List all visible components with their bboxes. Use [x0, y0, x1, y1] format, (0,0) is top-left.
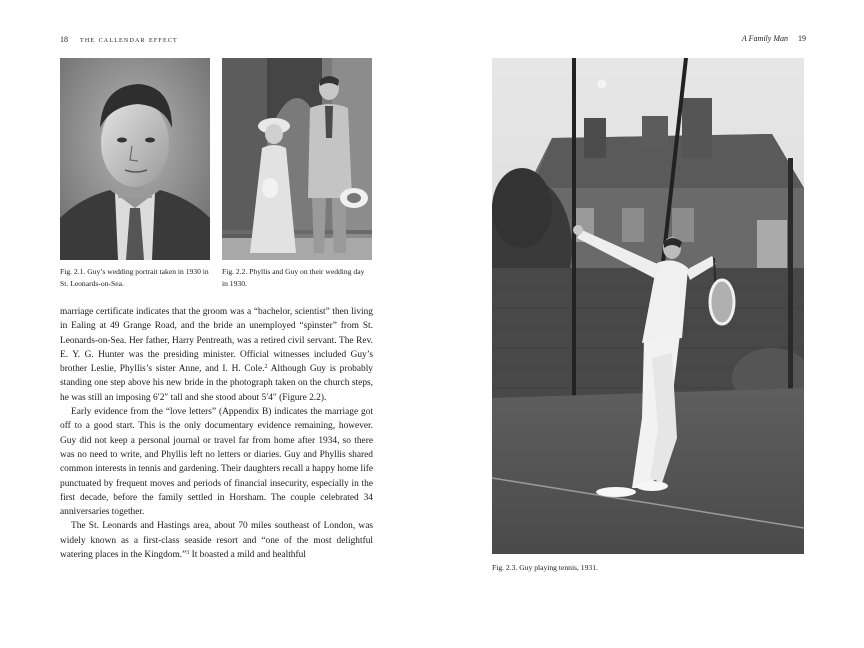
running-head-left — [60, 34, 178, 44]
paragraph: The St. Leonards and Hastings area, about 70 miles southeast of London, was widely known as a first-class seaside resort and “one of the most delightful watering places in the Kingdom.”$^3$ It boasted a mild and healthful — [60, 521, 373, 561]
body-text — [60, 305, 373, 562]
footnote-ref: 3 — [186, 550, 190, 557]
figure-caption: Fig. 2.2. Phyllis and Guy on their wedding day in 1930. — [222, 267, 365, 288]
tennis-photo — [492, 58, 804, 554]
footnote-ref: 2 — [264, 364, 268, 371]
right-page — [432, 0, 864, 648]
paragraph: Early evidence from the “love letters” (Appendix B) indicates the marriage got off to a good start. This is the only documentary evidence remaining, however. Guy did not keep a personal journal or travel far from home after 1934, so there was no need to write, and Phyllis left no letters or diaries. Guy and Phyllis shared common interests in tennis and gardening. Their daughters recall a happy home life punctuated by frequent moves and periods of financial insecurity, especially in the first decade, before the family settled in Horsham. The couple celebrated 34 anniversaries together. — [60, 407, 374, 518]
book-title: the callendar effect — [80, 34, 178, 44]
page-number: 19 — [798, 34, 806, 43]
page-number: 18 — [60, 35, 68, 44]
running-head-right — [742, 34, 806, 43]
chapter-title: A Family Man — [741, 34, 788, 43]
figure-caption: Fig. 2.1. Guy’s wedding portrait taken in 1930 in St. Leonards-on-Sea. — [60, 267, 209, 288]
wedding-photo — [222, 58, 372, 260]
portrait-photo — [60, 58, 210, 260]
figure-caption: Fig. 2.3. Guy playing tennis, 1931. — [492, 563, 598, 572]
paragraph: marriage certificate indicates that the groom was a “bachelor, scientist” then living in Ealing at 49 Grange Road, and the bride an unemployed “spinster” from St. Leonards-on-Sea. Her father, Harry Pentreath, was a retired civil servant. The Rev. E. Y. G. Hunter was the presiding minister. Official witnesses included Guy’s brother Leslie, Phyllis’s sister Anne, and I. H. Cole.$^2$ Although Guy is probably standing one step above his new bride in the photograph taken on the church steps, he was still an imposing 6′2″ tall and she stood about 5′4″ (Figure 2.2). — [60, 307, 373, 403]
